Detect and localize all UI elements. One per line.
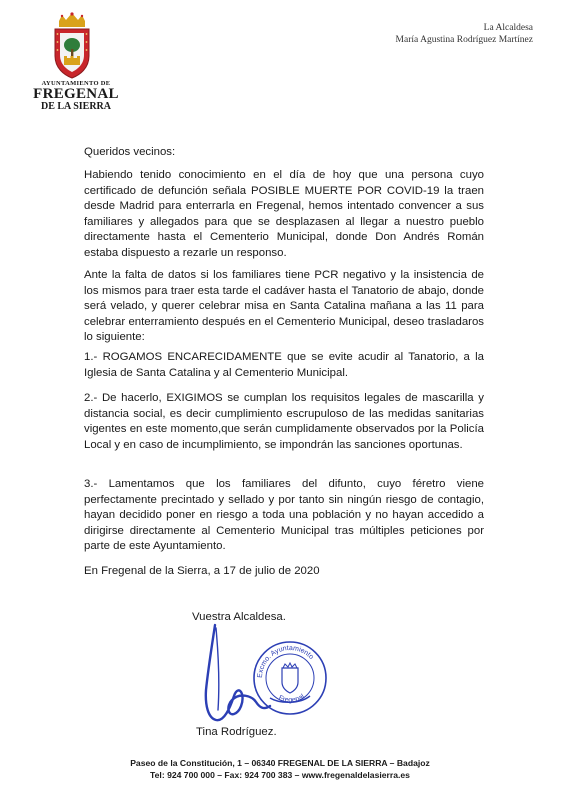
org-line2: FREGENAL (33, 86, 119, 102)
paragraph-5: 3.- Lamentamos que los familiares del difunto, cuyo féretro viene perfectamente precintado y sellado y por tanto sin ningún riesgo de contagio, hayan decidido poner en riesgo a toda una población y no hayan accedido a dirigirse directamente al Cementerio Municipal tras múltiples peticiones por parte de este Ayuntamiento. (84, 478, 484, 552)
svg-text:Excmo. Ayuntamiento (257, 645, 315, 678)
stamp-bottom-text: Fregenal (277, 693, 306, 705)
paragraph-4-c: se cumplan los requisitos legales de mascarilla y distancia social, es decir cumplimiento escrupuloso de las medidas sanitarias vigentes en este momento,que serán cumplidamente observados por la Policía Local y en caso de incumplimiento, se impondrán las sanciones oportunas. (84, 392, 484, 451)
paragraph-1-a: Habiendo tenido conocimiento en el día de hoy que una persona cuyo certificado de defunción señala (84, 169, 484, 197)
paragraph-1 (84, 168, 484, 261)
paragraph-4-emphasis: EXIGIMOS (166, 392, 223, 404)
stamp-top-text: Excmo. Ayuntamiento (256, 644, 315, 679)
paragraph-1-emphasis: POSIBLE MUERTE POR COVID-19 (251, 184, 440, 197)
organization-name (26, 80, 126, 112)
org-line1: AYUNTAMIENTO DE (41, 80, 111, 87)
salutation: Queridos vecinos: (84, 146, 176, 158)
paragraph-3-a: 1.- (84, 351, 103, 363)
footer-line1: Paseo de la Constitución, 1 – 06340 FREGENAL DE LA SIERRA – Badajoz (130, 758, 430, 768)
mayor-title: La Alcaldesa (483, 23, 533, 33)
mayor-name: María Agustina Rodríguez Martínez (395, 35, 533, 45)
paragraph-3-emphasis: ROGAMOS ENCARECIDAMENTE (102, 351, 282, 363)
mayor-header (396, 22, 533, 46)
footer-address (100, 757, 460, 781)
paragraph-4 (84, 391, 484, 453)
farewell: Vuestra Alcaldesa. (192, 611, 286, 623)
signer-name: Tina Rodríguez. (196, 726, 277, 738)
paragraph-4-a: 2.- De hacerlo, (84, 392, 167, 404)
paragraph-2: Ante la falta de datos si los familiares tiene PCR negativo y la insistencia de los mismos para traer esta tarde el cadáver hasta el Tanatorio de abajo, donde será velado, y querer celebrar misa en Santa Catalina mañana a las 11 para celebrar enterramiento después en el Cementerio Municipal, deseo trasladaros lo siguiente: (84, 269, 484, 343)
org-line3: DE LA SIERRA (40, 101, 112, 112)
paragraph-3-c: que se evite acudir al Tanatorio, a la Iglesia de Santa Catalina y al Cementerio Municipal. (84, 351, 484, 379)
paragraph-1-c: la traen desde Madrid para enterrarla en Fregenal, hemos intentado convencer a sus familiares y allegados para que se desplazasen al llegar a nuestro pueblo directamente hasta el Cementerio Municipal, donde Don Andrés Román estaba dispuesto a rezarle un responso. (84, 184, 484, 259)
coat-of-arms-icon (50, 12, 94, 80)
place-date: En Fregenal de la Sierra, a 17 de julio de 2020 (84, 565, 320, 577)
official-stamp-icon (250, 638, 330, 718)
footer-line2: Tel: 924 700 000 – Fax: 924 700 383 – www.fregenaldelasierra.es (150, 770, 410, 780)
paragraph-3 (84, 350, 484, 381)
